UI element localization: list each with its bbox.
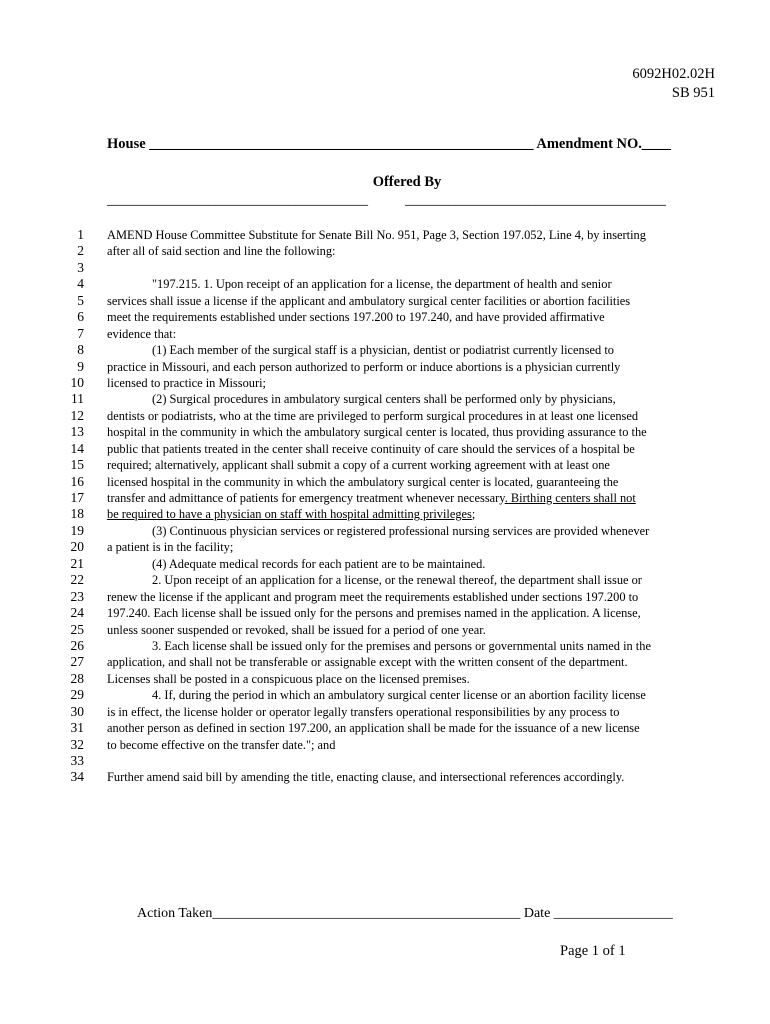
doc-code: 6092H02.02H xyxy=(632,66,715,82)
line-text-main: 197.240. Each license shall be issued only for the persons and premises named in the application. A license, xyxy=(107,606,641,621)
line-text xyxy=(107,539,717,555)
document-line xyxy=(0,687,770,703)
line-number: 13 xyxy=(70,424,84,440)
line-text xyxy=(107,720,717,736)
document-header xyxy=(632,65,715,103)
line-text-main: (4) Adequate medical records for each patient are to be maintained. xyxy=(152,556,486,571)
document-line xyxy=(0,457,770,473)
line-text-main: another person as defined in section 197.200, an application shall be made for the issuance of a new license xyxy=(107,721,640,736)
document-line xyxy=(0,342,770,358)
line-number: 4 xyxy=(77,276,84,292)
line-text xyxy=(152,638,717,654)
line-number: 25 xyxy=(70,621,84,637)
line-text-main: (3) Continuous physician services or registered professional nursing services are provided whenever xyxy=(152,523,650,538)
line-number: 2 xyxy=(77,243,84,259)
document-line xyxy=(0,424,770,440)
document-line xyxy=(0,572,770,588)
line-text-main: Licenses shall be posted in a conspicuous place on the licensed premises. xyxy=(107,671,470,686)
page-number: Page 1 of 1 xyxy=(560,943,626,959)
document-line xyxy=(0,539,770,555)
line-text-main: meet the requirements established under sections 197.200 to 197.240, and have provided affirmative xyxy=(107,310,605,325)
house-blank: _____________________________________________________ xyxy=(149,136,534,152)
bill-number: SB 951 xyxy=(671,85,715,101)
line-text-main: public that patients treated in the center shall receive continuity of care should the services of a hospital be xyxy=(107,441,635,456)
document-line xyxy=(0,589,770,605)
document-line xyxy=(0,753,770,769)
line-text-main: AMEND House Committee Substitute for Senate Bill No. 951, Page 3, Section 197.052, Line 4, by inserting xyxy=(107,228,646,242)
line-text xyxy=(107,309,717,325)
line-number: 5 xyxy=(77,292,84,308)
line-number: 21 xyxy=(70,555,84,571)
document-line xyxy=(0,408,770,424)
line-number: 11 xyxy=(71,391,84,407)
line-number: 3 xyxy=(77,259,84,275)
line-text xyxy=(152,556,717,572)
document-line xyxy=(0,654,770,670)
line-text-main: services shall issue a license if the applicant and ambulatory surgical center facilities or abortion facilities xyxy=(107,293,631,308)
document-line xyxy=(0,359,770,375)
document-line xyxy=(0,704,770,720)
line-text xyxy=(107,375,717,391)
document-line xyxy=(0,605,770,621)
document-line xyxy=(0,391,770,407)
line-text-main: 3. Each license shall be issued only for the premises and persons or governmental units named in the xyxy=(152,638,651,653)
line-text-main: application, and shall not be transferable or assignable except with the written consent of the department. xyxy=(107,655,628,670)
document-line xyxy=(0,737,770,753)
line-number: 27 xyxy=(70,654,84,670)
line-text-main: "197.215. 1. Upon receipt of an application for a license, the department of health and senior xyxy=(152,277,612,292)
line-text xyxy=(107,589,717,605)
document-line xyxy=(0,622,770,638)
action-taken-blank: ____________________________________________ xyxy=(212,906,521,921)
line-text xyxy=(107,293,717,309)
document-line xyxy=(0,375,770,391)
document-line xyxy=(0,474,770,490)
line-text-main: Further amend said bill by amending the title, enacting clause, and intersectional references accordingly. xyxy=(107,770,625,785)
line-number: 12 xyxy=(70,407,84,423)
line-text xyxy=(107,506,717,522)
line-text xyxy=(107,457,717,473)
line-text-main: after all of said section and line the following: xyxy=(107,244,336,259)
line-text-main: transfer and admittance of patients for emergency treatment whenever necessary xyxy=(107,491,505,505)
document-line xyxy=(0,490,770,506)
line-text-main: dentists or podiatrists, who at the time are privileged to perform surgical procedures in at least one licensed xyxy=(107,408,639,423)
line-text xyxy=(152,391,717,407)
document-line xyxy=(0,671,770,687)
line-text-main: evidence that: xyxy=(107,326,177,341)
line-number: 10 xyxy=(70,374,84,390)
date-blank: _________________ xyxy=(553,906,673,921)
line-text-main: to become effective on the transfer date."; and xyxy=(107,737,336,752)
line-text xyxy=(107,622,717,638)
action-taken-label: Action Taken xyxy=(137,906,213,921)
line-text xyxy=(107,441,717,457)
line-text xyxy=(107,737,717,753)
document-line xyxy=(0,326,770,342)
line-text-main: practice in Missouri, and each person authorized to perform or induce abortions is a physician currently xyxy=(107,359,621,374)
line-text xyxy=(107,424,717,440)
line-number: 19 xyxy=(70,522,84,538)
line-text-main: hospital in the community in which the ambulatory surgical center is located, thus providing assurance to the xyxy=(107,425,647,440)
document-line xyxy=(0,227,770,243)
line-number: 16 xyxy=(70,473,84,489)
document-line xyxy=(0,293,770,309)
line-number: 8 xyxy=(77,342,84,358)
document-line xyxy=(0,720,770,736)
line-text xyxy=(152,572,717,588)
line-text xyxy=(107,671,717,687)
line-text xyxy=(107,654,717,670)
amendment-body xyxy=(0,227,770,786)
line-number: 24 xyxy=(70,605,84,621)
line-number: 7 xyxy=(77,325,84,341)
document-line xyxy=(0,638,770,654)
document-line xyxy=(0,260,770,276)
line-number: 6 xyxy=(77,309,84,325)
line-text xyxy=(152,687,717,703)
line-text xyxy=(107,490,717,506)
offered-by: Offered By xyxy=(372,174,442,190)
line-text xyxy=(152,342,717,358)
line-number: 9 xyxy=(77,358,84,374)
line-text xyxy=(152,523,717,539)
house-amendment-line xyxy=(107,136,671,153)
signature-line-left: ____________________________________ xyxy=(107,192,368,208)
document-line xyxy=(0,769,770,785)
line-number: 31 xyxy=(70,720,84,736)
document-line xyxy=(0,523,770,539)
document-line xyxy=(0,309,770,325)
line-number: 22 xyxy=(70,572,84,588)
line-text xyxy=(107,704,717,720)
action-taken-line xyxy=(137,906,673,922)
date-label: Date xyxy=(523,906,551,921)
line-number: 26 xyxy=(70,637,84,653)
line-text-main: 2. Upon receipt of an application for a license, or the renewal thereof, the department shall issue or xyxy=(152,573,642,588)
line-text-main: is in effect, the license holder or operator legally transfers operational responsibilities by any process to xyxy=(107,704,620,719)
line-text xyxy=(107,359,717,375)
line-number: 18 xyxy=(70,506,84,522)
signature-line-right: ____________________________________ xyxy=(405,192,666,208)
line-text-main: licensed hospital in the community in which the ambulatory surgical center is located, guaranteeing the xyxy=(107,474,619,489)
line-text-main: (2) Surgical procedures in ambulatory surgical centers shall be performed only by physicians, xyxy=(152,392,616,407)
line-text xyxy=(107,605,717,621)
line-text-main: 4. If, during the period in which an ambulatory surgical center license or an abortion facility license xyxy=(152,688,646,703)
inserted-text: be required to have a physician on staff with hospital admitting privileges xyxy=(107,507,472,522)
inserted-text: . Birthing centers shall not xyxy=(504,491,636,505)
line-text-main: (1) Each member of the surgical staff is a physician, dentist or podiatrist currently licensed to xyxy=(152,343,614,358)
line-text xyxy=(152,276,717,292)
line-number: 29 xyxy=(70,687,84,703)
line-number: 20 xyxy=(70,539,84,555)
line-text-main: required; alternatively, applicant shall submit a copy of a current working agreement with at least one xyxy=(107,458,610,473)
line-number: 30 xyxy=(70,703,84,719)
document-line xyxy=(0,243,770,259)
document-line xyxy=(0,276,770,292)
line-number: 32 xyxy=(70,736,84,752)
line-number: 23 xyxy=(70,588,84,604)
document-line xyxy=(0,506,770,522)
line-number: 1 xyxy=(77,227,84,242)
line-text-main: unless sooner suspended or revoked, shall be issued for a period of one year. xyxy=(107,622,486,637)
line-text xyxy=(107,408,717,424)
house-label: House xyxy=(107,136,146,152)
document-line xyxy=(0,441,770,457)
line-number: 34 xyxy=(70,769,84,785)
line-text xyxy=(107,769,717,785)
line-text-main: a patient is in the facility; xyxy=(107,540,234,555)
document-line xyxy=(0,556,770,572)
line-text xyxy=(107,474,717,490)
line-text xyxy=(107,227,717,243)
line-number: 28 xyxy=(70,670,84,686)
line-text xyxy=(107,326,717,342)
line-number: 14 xyxy=(70,440,84,456)
line-number: 17 xyxy=(70,490,84,505)
line-text-main: licensed to practice in Missouri; xyxy=(107,375,266,390)
line-number: 33 xyxy=(70,753,84,768)
line-text xyxy=(107,243,717,259)
line-text-main: renew the license if the applicant and program meet the requirements established under sections 197.200 to xyxy=(107,589,639,604)
line-number: 15 xyxy=(70,457,84,473)
amendment-number: Amendment NO.____ xyxy=(536,136,671,152)
line-text-tail: ; xyxy=(471,507,476,522)
